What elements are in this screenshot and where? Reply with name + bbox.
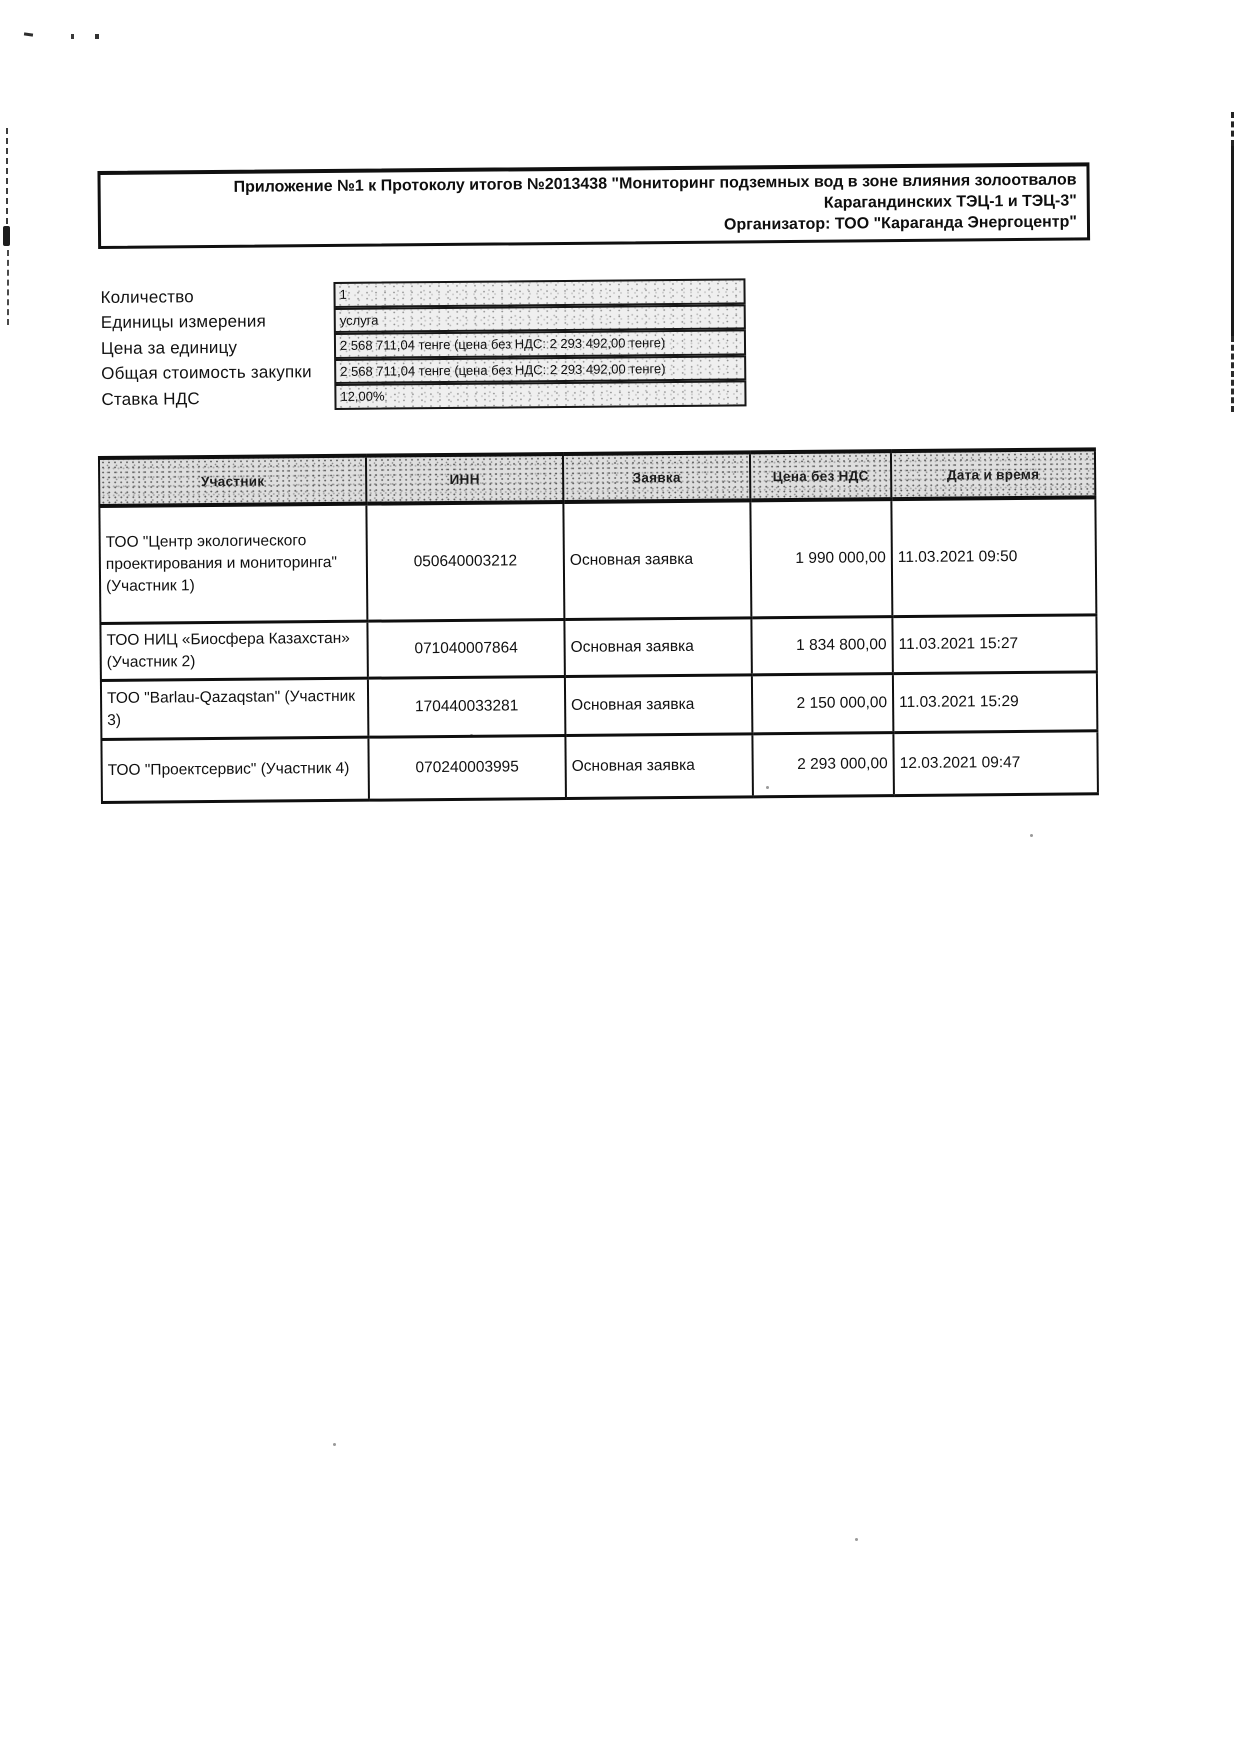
table-row xyxy=(101,731,1098,803)
cell-inn: 071040007864 xyxy=(367,619,564,678)
cell-datetime: 11.03.2021 09:50 xyxy=(891,497,1096,616)
field-label-vat-rate: Ставка НДС xyxy=(101,388,200,409)
cell-datetime: 11.03.2021 15:27 xyxy=(892,615,1096,674)
field-label-quantity: Количество xyxy=(100,286,194,307)
cell-bid: Основная заявка xyxy=(564,618,751,677)
field-value-unit: услуга xyxy=(334,304,746,333)
header-line-3: Организатор: ТОО "Караганда Энергоцентр" xyxy=(723,213,1078,234)
column-header-price-no-vat: Цена без НДС xyxy=(750,451,891,500)
cell-bid: Основная заявка xyxy=(565,734,753,799)
cell-price: 1 834 800,00 xyxy=(751,617,892,675)
cell-bid: Основная заявка xyxy=(565,675,753,736)
cell-participant: ТОО "Barlau-Qazaqstan" (Участник 3) xyxy=(101,678,369,739)
cell-price: 1 990 000,00 xyxy=(750,499,892,618)
field-value-unit-price: 2 568 711,04 тенге (цена без НДС: 2 293 492,00 тенге) xyxy=(334,329,746,358)
column-header-inn: ИНН xyxy=(366,454,563,504)
cell-bid: Основная заявка xyxy=(563,500,751,619)
field-label-total-cost: Общая стоимость закупки xyxy=(101,362,312,384)
header-line-1: Приложение №1 к Протоколу итогов №2013438 "Мониторинг подземных вод в зоне влияния золоотвалов xyxy=(233,171,1077,196)
cell-inn: 170440033281 xyxy=(368,676,566,737)
cell-datetime: 12.03.2021 09:47 xyxy=(893,731,1098,796)
field-label-unit-price: Цена за единицу xyxy=(100,337,238,358)
cell-inn: 070240003995 xyxy=(368,735,566,800)
header-line-2: Карагандинских ТЭЦ-1 и ТЭЦ-3" xyxy=(823,192,1077,212)
field-value-total-cost: 2 568 711,04 тенге (цена без НДС: 2 293 492,00 тенге) xyxy=(334,355,746,384)
table-row xyxy=(100,615,1096,681)
column-header-bid: Заявка xyxy=(563,452,750,502)
table-row xyxy=(101,672,1097,740)
cell-participant: ТОО НИЦ «Биосфера Казахстан» (Участник 2) xyxy=(100,621,367,680)
field-value-quantity: 1 xyxy=(333,278,745,307)
cell-participant: ТОО "Центр экологического проектирования и мониторинга" (Участник 1) xyxy=(99,504,367,624)
document-header-box xyxy=(97,162,1090,249)
table-row xyxy=(99,497,1096,623)
cell-datetime: 11.03.2021 15:29 xyxy=(893,672,1098,733)
column-header-participant: Участник xyxy=(99,456,366,506)
field-value-vat-rate: 12,00% xyxy=(334,380,746,409)
purchase-fields xyxy=(100,279,746,412)
participants-table xyxy=(98,447,1099,804)
field-label-unit: Единицы измерения xyxy=(100,311,267,333)
table-header-row xyxy=(99,449,1095,506)
cell-price: 2 293 000,00 xyxy=(752,733,894,797)
cell-price: 2 150 000,00 xyxy=(752,674,894,734)
cell-participant: ТОО "Проектсервис" (Участник 4) xyxy=(101,737,369,802)
cell-inn: 050640003212 xyxy=(366,502,564,621)
column-header-datetime: Дата и время xyxy=(891,449,1095,499)
